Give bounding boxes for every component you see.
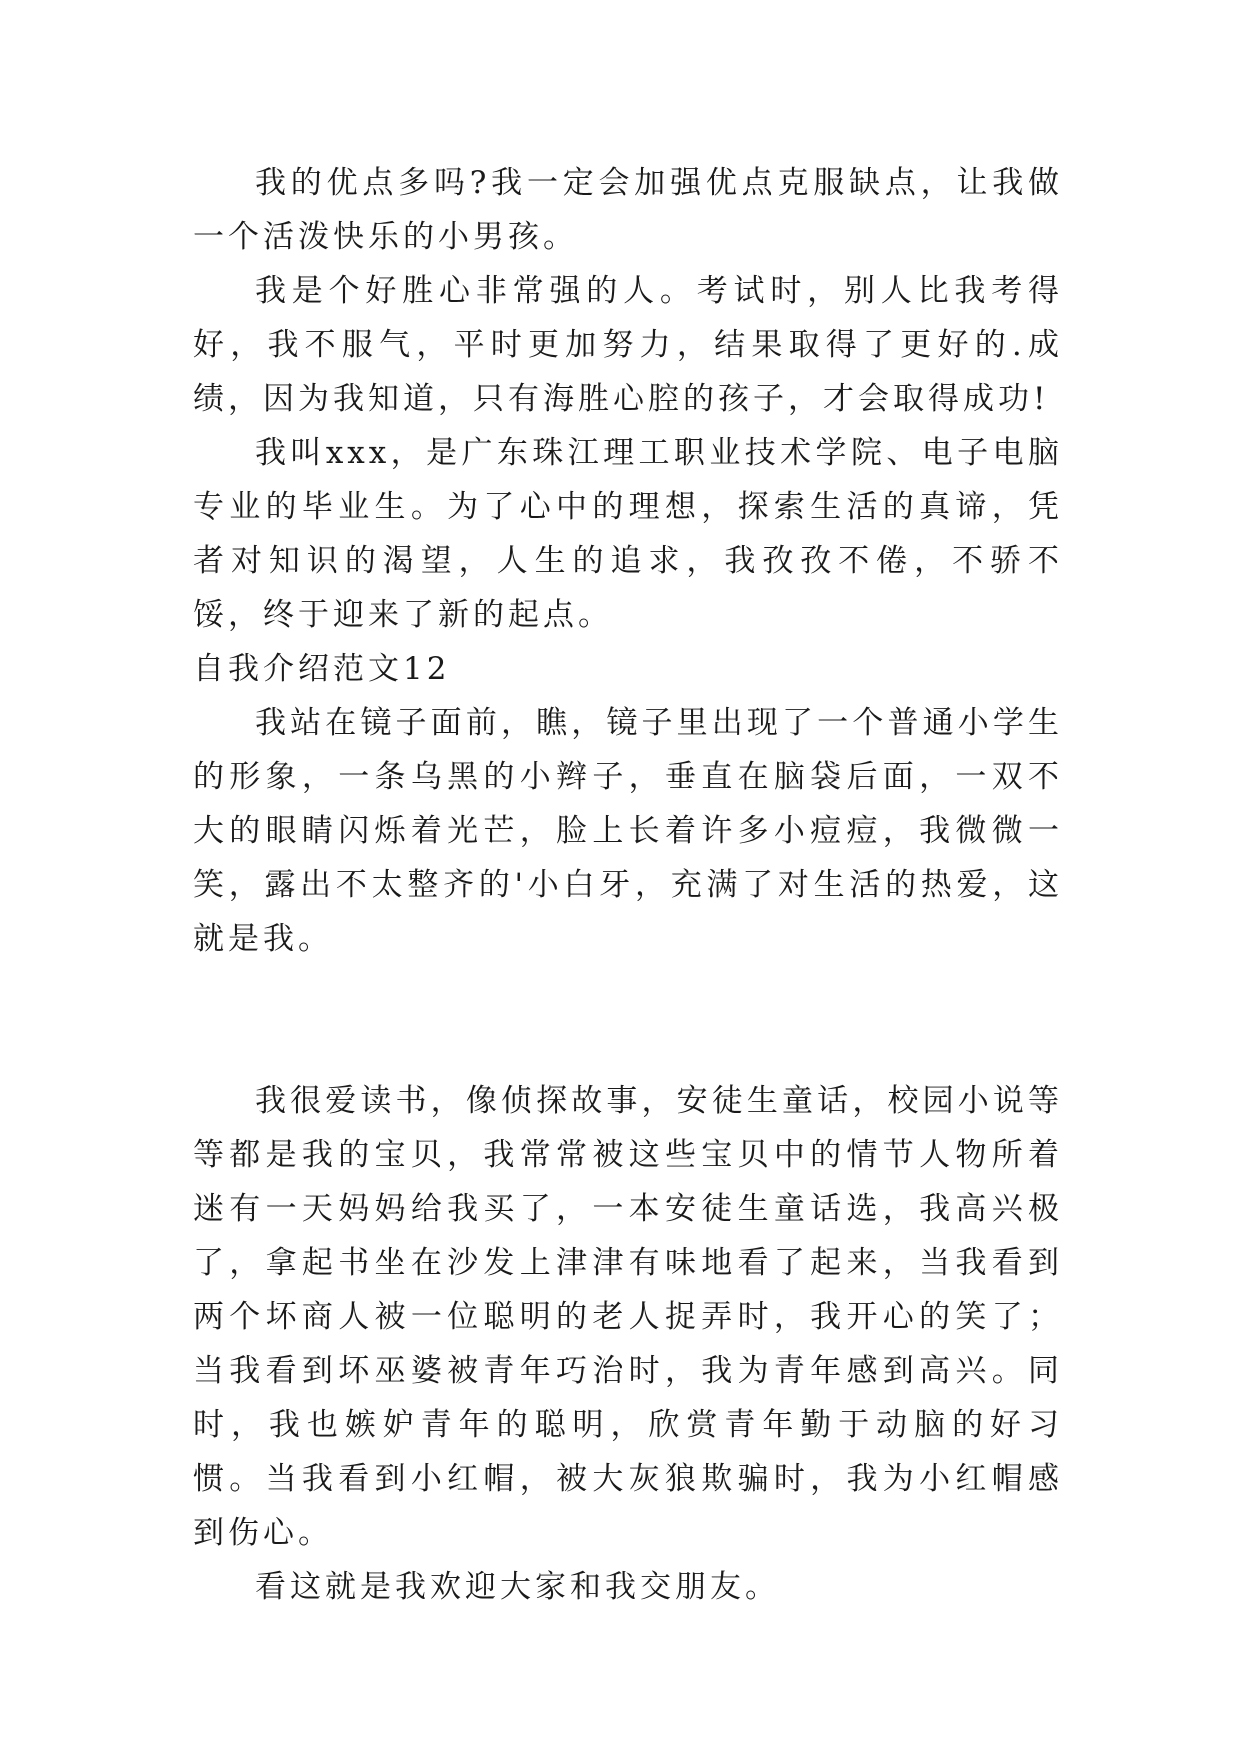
document-body — [193, 156, 1063, 1614]
blank-space — [193, 966, 1063, 1074]
paragraph-mirror: 我站在镜子面前，瞧，镜子里出现了一个普通小学生的形象，一条乌黑的小辫子，垂直在脑袋后面，一双不大的眼睛闪烁着光芒，脸上长着许多小痘痘，我微微一笑，露出不太整齐的'小白牙，充满了对生活的热爱，这就是我。 — [193, 705, 1063, 957]
paragraph-strengths: 我的优点多吗?我一定会加强优点克服缺点，让我做一个活泼快乐的小男孩。 — [193, 165, 1063, 255]
paragraph-graduate: 我叫xxx，是广东珠江理工职业技术学院、电子电脑专业的毕业生。为了心中的理想，探索生活的真谛，凭者对知识的渴望，人生的追求，我孜孜不倦，不骄不馁，终于迎来了新的起点。 — [193, 435, 1063, 633]
paragraph-closing: 看这就是我欢迎大家和我交朋友。 — [255, 1569, 780, 1605]
paragraph-reading: 我很爱读书，像侦探故事，安徒生童话，校园小说等等都是我的宝贝，我常常被这些宝贝中的情节人物所着迷有一天妈妈给我买了，一本安徒生童话选，我高兴极了，拿起书坐在沙发上津津有味地看了起来，当我看到两个坏商人被一位聪明的老人捉弄时，我开心的笑了；当我看到坏巫婆被青年巧治时，我为青年感到高兴。同时，我也嫉妒青年的聪明，欣赏青年勤于动脑的好习惯。当我看到小红帽，被大灰狼欺骗时，我为小红帽感到伤心。 — [193, 1083, 1063, 1551]
paragraph-competitive: 我是个好胜心非常强的人。考试时，别人比我考得好，我不服气，平时更加努力，结果取得了更好的.成绩，因为我知道，只有海胜心腔的孩子，才会取得成功! — [193, 273, 1063, 417]
section-heading: 自我介绍范文12 — [193, 651, 451, 687]
